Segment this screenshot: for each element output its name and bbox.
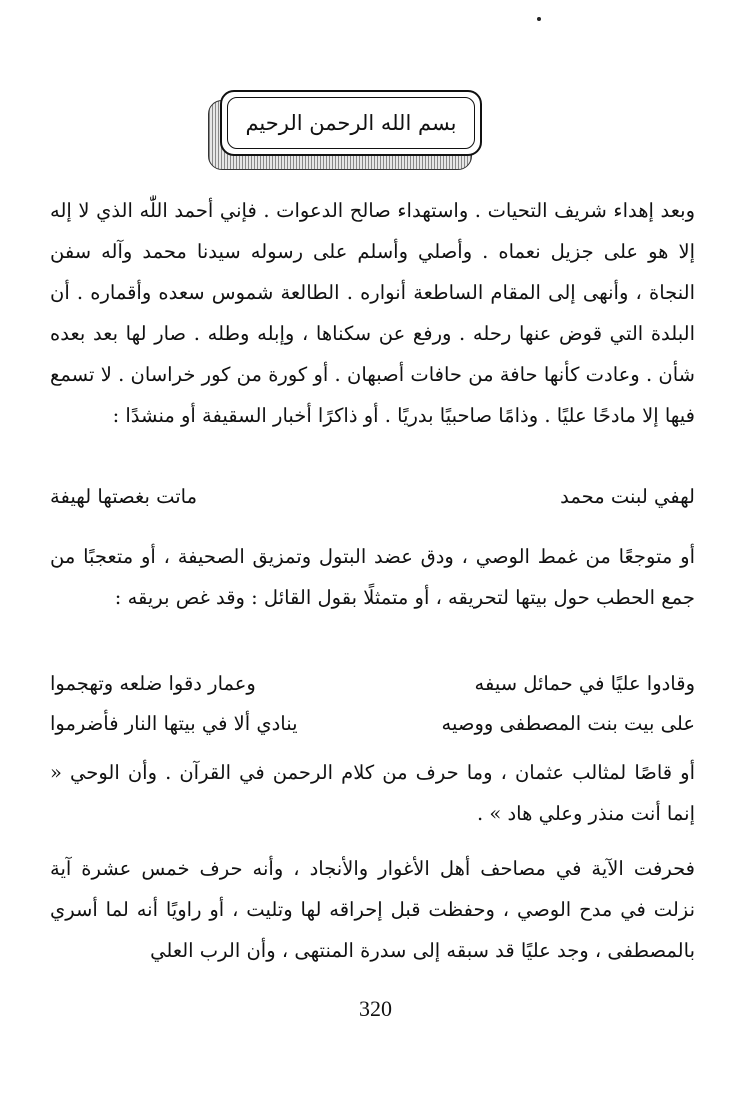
title-frame [208, 90, 484, 170]
page-number: 320 [359, 996, 392, 1021]
poem-left-hemistich: ينادي ألا في بيتها النار فأضرموا [50, 712, 298, 735]
poem-right-hemistich: وقادوا عليًا في حمائل سيفه [474, 672, 695, 695]
verse-1-right-hemistich: لهفي لبنت محمد [560, 485, 695, 508]
paragraph-1 [50, 190, 695, 436]
paragraph-3 [50, 752, 695, 834]
poem-right-hemistich: على بيت بنت المصطفى ووصيه [441, 712, 695, 735]
paragraph-4 [50, 848, 695, 971]
paragraph-1-text: وبعد إهداء شريف التحيات . واستهداء صالح الدعوات . فإني أحمد اللّٰه الذي لا إله إلا هو على جزيل نعماه . وأصلي وأسلم على رسوله سيدنا محمد وآله سفن النجاة ، وأنهى إلى المقام الساطعة أنواره . الطالعة شموس سعده وأقماره . أن البلدة التي قوض عنها رحله . ورفع عن سكناها ، وإبله وطله . صار لها بعد بعده شأن . وعادت كأنها حافة من حافات أصبهان . أو كورة من كور خراسان . لا تسمع فيها إلا مادحًا عليًا . وذامًا صاحبيًا بدريًا . أو ذاكرًا أخبار السقيفة أو منشدًا : [50, 199, 695, 427]
poem-line [50, 704, 695, 744]
poem-block [50, 664, 695, 744]
title-frame-border [220, 90, 482, 156]
paragraph-2 [50, 536, 695, 618]
basmala-title: بسم الله الرحمن الرحيم [245, 111, 457, 135]
verse-1-left-hemistich: ماتت بغصتها لهيفة [50, 485, 198, 508]
poem-line [50, 664, 695, 704]
poem-left-hemistich: وعمار دقوا ضلعه وتهجموا [50, 672, 256, 695]
stray-dot-mark [537, 17, 541, 21]
paragraph-3-text: أو قاصًا لمثالب عثمان ، وما حرف من كلام الرحمن في القرآن . وأن الوحي « إنما أنت منذر وعلي هاد » . [50, 761, 695, 825]
paragraph-2-text: أو متوجعًا من غمط الوصي ، ودق عضد البتول وتمزيق الصحيفة ، أو متعجبًا من جمع الحطب حول بيتها لتحريقه ، أو متمثلًا بقول القائل : وقد غص بريقه : [50, 545, 695, 609]
verse-line-1 [50, 485, 695, 508]
paragraph-4-text: فحرفت الآية في مصاحف أهل الأغوار والأنجاد ، وأنه حرف خمس عشرة آية نزلت في مدح الوصي ، وحفظت قبل إحراقه لها وتليت ، أو راويًا أنه لما أسري بالمصطفى ، وجد عليًا قد سبقه إلى سدرة المنتهى ، وأن الرب العلي [50, 857, 695, 962]
